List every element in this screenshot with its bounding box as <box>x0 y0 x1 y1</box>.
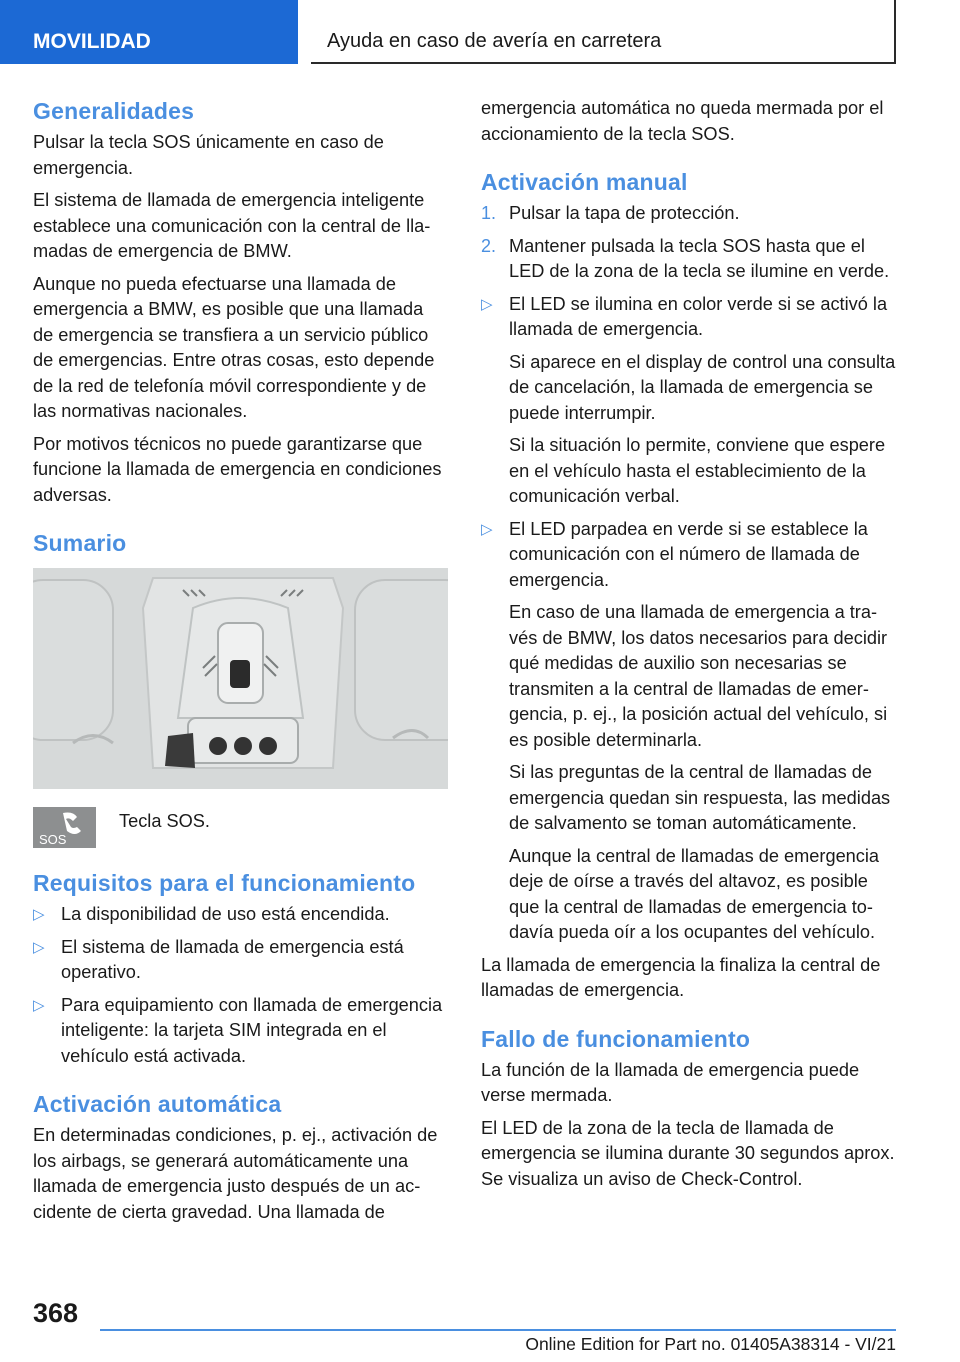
sub-paragraph: Aunque la central de llamadas de emergencia deje de oírse a través del altavoz, es posible que la central de llamadas de emergencia todavía pueda oír a los ocupantes del vehículo. <box>509 845 880 942</box>
sub-paragraph: En caso de una llamada de emergencia a través de BMW, los datos necesarios para decidir qué medidas de auxilio son necesarias se transmiten a la central de llamadas de emergencia, p. ej., la posición actual del vehículo, si es posible determinarla. <box>509 602 888 750</box>
paragraph: Por motivos técnicos no puede garantizarse que funcione la llamada de emergencia en condiciones adversas. <box>33 433 442 505</box>
paragraph: El sistema de llamada de emergencia inteligente establece una comunicación con la central de llamadas de emergencia de BMW. <box>33 190 431 261</box>
paragraph: Aunque no pueda efectuarse una llamada de emergencia a BMW, es posible que una llamada de emergencia se transfiera a un servicio público de emergencias. Entre otras cosas, esto depende de la red de telefonía móvil correspondiente y de las normativas nacionales. <box>33 273 435 421</box>
heading-generalidades: Generalidades <box>33 98 195 124</box>
triangle-bullet-icon: ▷ <box>481 295 493 313</box>
sub-paragraph: Si la situación lo permite, conviene que espere en el vehículo hasta el establecimiento de la comunicación verbal. <box>509 435 886 506</box>
sos-legend <box>33 807 448 848</box>
heading-activacion-manual: Activación manual <box>481 169 688 195</box>
list-item: 2. Mantener pulsada la tecla SOS hasta que el LED de la zona de la tecla se ilumine en verde. <box>481 235 890 281</box>
list-item: ▷ El LED parpadea en verde si se establece la comunicación con el número de llamada de emergencia. En caso de una llamada de emergencia a través de BMW, los datos necesarios para decidir qué medidas de auxilio son necesarias se transmiten a la central de llamadas de emergencia, p. ej., la posición actual del vehículo, si es posible determinarla. Si las preguntas de la central de llamadas de emergencia quedan sin respuesta, las medidas de salvamento se toman automáticamente. Aunque la central de llamadas de emergencia deje de oírse a través del altavoz, es posible que la central de llamadas de emergencia todavía pueda oír a los ocupantes del vehículo. <box>481 517 896 946</box>
roof-console-photo <box>33 568 448 789</box>
manual-steps <box>481 201 896 285</box>
header-section-tab: MOVILIDAD <box>0 0 298 64</box>
sos-caption: Tecla SOS. <box>119 811 210 831</box>
triangle-bullet-icon: ▷ <box>33 996 45 1014</box>
heading-requisitos: Requisitos para el funcionamiento <box>33 870 416 896</box>
page-number: 368 <box>33 1298 79 1328</box>
triangle-bullet-icon: ▷ <box>33 906 45 923</box>
paragraph: La función de la llamada de emergencia puede verse mermada. <box>481 1059 860 1105</box>
right-column <box>481 96 896 1199</box>
list-item: ▷ Para equipamiento con llamada de emergencia inteligente: la tarjeta SIM integrada en el vehículo está activada. <box>33 994 443 1066</box>
svg-text:SOS: SOS <box>39 832 67 847</box>
footer-edition: Online Edition for Part no. 01405A38314 - VI/21 <box>525 1334 896 1354</box>
sos-button-icon <box>33 807 96 848</box>
left-column <box>33 96 448 1232</box>
paragraph: El LED de la zona de la tecla de llamada de emergencia se ilumina durante 30 segundos aprox. Se visualiza un aviso de Check-Control. <box>481 1117 895 1189</box>
paragraph: En determinadas condiciones, p. ej., activación de los airbags, se generará automáticamente una llamada de emergencia justo después de un accidente de cierta gravedad. Una llamada de <box>33 1125 438 1222</box>
manual-results <box>481 292 896 946</box>
list-item: ▷ La disponibilidad de uso está encendida. <box>33 902 448 928</box>
heading-fallo: Fallo de funcionamiento <box>481 1025 751 1052</box>
step-number: 2. <box>481 235 497 256</box>
list-item: ▷ El LED se ilumina en color verde si se activó la llamada de emergencia. Si aparece en el display de control una consulta de cancelación, la llamada de emergencia se puede interrumpir. Si la situación lo permite, conviene que espere en el vehículo hasta el establecimiento de la comunicación verbal. <box>481 292 896 510</box>
requisitos-list <box>33 902 448 1069</box>
list-item: 1. Pulsar la tapa de protección. <box>481 201 896 227</box>
heading-activacion-automatica: Activación automática <box>33 1091 282 1117</box>
footer-divider <box>100 1329 896 1331</box>
paragraph: emergencia automática no queda mermada por el accionamiento de la tecla SOS. <box>481 98 884 144</box>
paragraph: Pulsar la tecla SOS únicamente en caso de emergencia. <box>33 132 384 178</box>
step-number: 1. <box>481 203 497 223</box>
triangle-bullet-icon: ▷ <box>481 520 493 538</box>
sub-paragraph: Si aparece en el display de control una consulta de cancelación, la llamada de emergencia se puede interrumpir. <box>509 351 896 423</box>
list-item: ▷ El sistema de llamada de emergencia está operativo. <box>33 936 404 982</box>
sub-paragraph: Si las preguntas de la central de llamadas de emergencia quedan sin respuesta, las medidas de salvamento se toman automáticamente. <box>509 762 891 833</box>
roof-console-illustration <box>33 568 448 789</box>
paragraph: La llamada de emergencia la finaliza la central de llamadas de emergencia. <box>481 954 881 1000</box>
header-title: Ayuda en caso de avería en carretera <box>311 0 896 64</box>
heading-sumario: Sumario <box>33 530 127 556</box>
triangle-bullet-icon: ▷ <box>33 938 45 956</box>
